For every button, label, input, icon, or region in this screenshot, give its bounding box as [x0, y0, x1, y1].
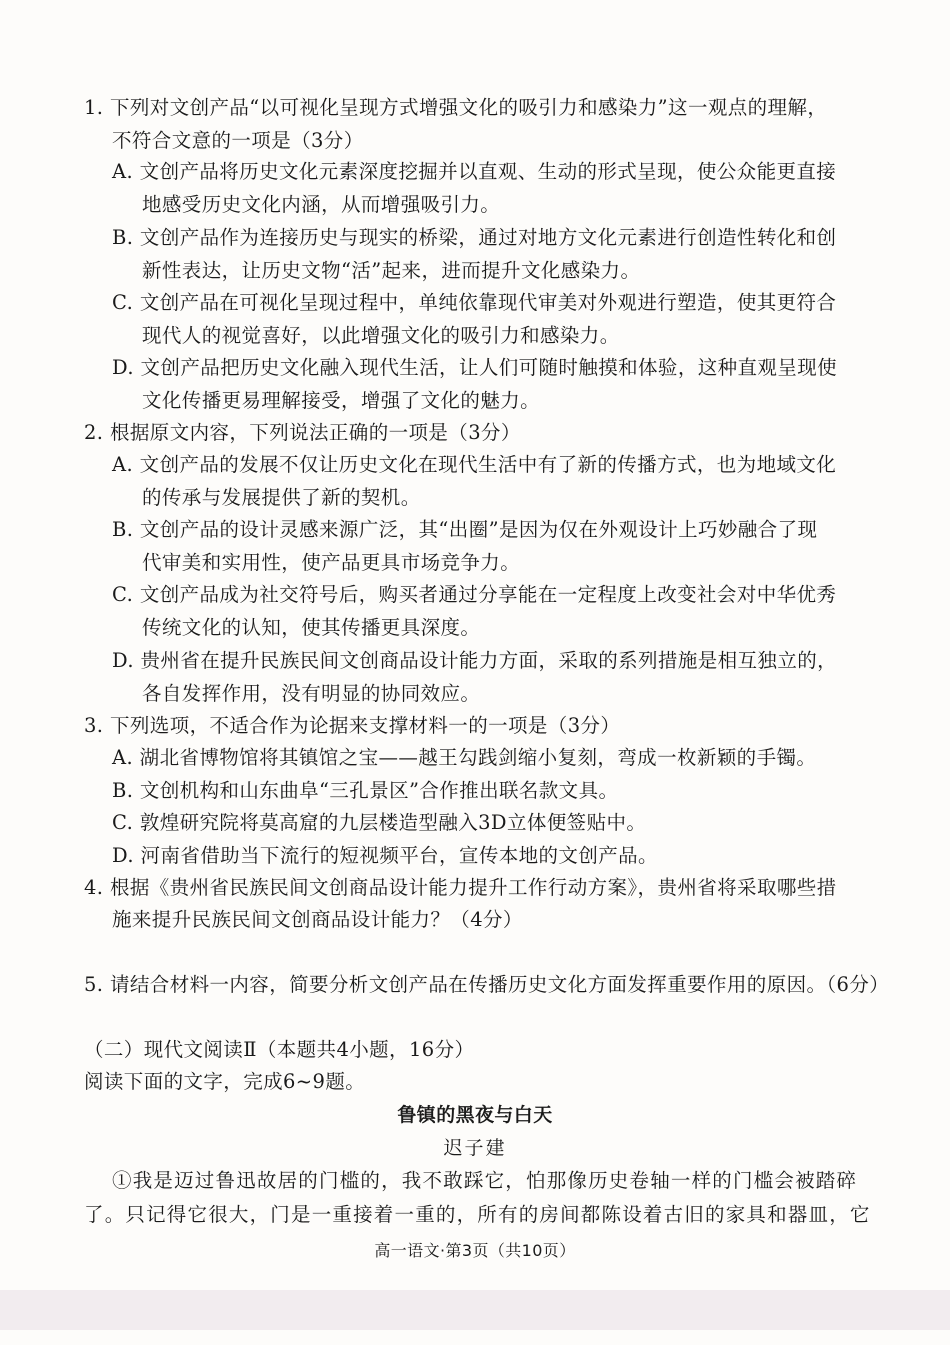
passage-title: 鲁镇的黑夜与白天 [397, 1104, 553, 1126]
section-heading: （二）现代文阅读Ⅱ（本题共4小题，16分） [84, 1038, 475, 1061]
q1-option-c-line1: C. 文创产品在可视化呈现过程中，单纯依靠现代审美对外观进行塑造，使其更符合 [112, 291, 837, 314]
q5-line1: 5. 请结合材料一内容，简要分析文创产品在传播历史文化方面发挥重要作用的原因。（6分） [84, 973, 890, 996]
q1-stem-line2: 不符合文意的一项是（3分） [112, 129, 364, 152]
q2-option-d-line2: 各自发挥作用，没有明显的协同效应。 [142, 682, 481, 705]
q3-stem: 3. 下列选项，不适合作为论据来支撑材料一的一项是（3分） [84, 714, 621, 737]
scan-smudge [0, 1290, 950, 1330]
q1-option-d-line2: 文化传播更易理解接受，增强了文化的魅力。 [142, 389, 541, 412]
section-instruction: 阅读下面的文字，完成6~9题。 [84, 1070, 366, 1093]
q1-option-d-line1: D. 文创产品把历史文化融入现代生活，让人们可随时触摸和体验，这种直观呈现使 [112, 356, 838, 379]
q2-option-c-line1: C. 文创产品成为社交符号后，购买者通过分享能在一定程度上改变社会对中华优秀 [112, 583, 837, 606]
q1-stem-line1: 1. 下列对文创产品“以可视化呈现方式增强文化的吸引力和感染力”这一观点的理解， [84, 96, 828, 119]
q2-stem: 2. 根据原文内容，下列说法正确的一项是（3分） [84, 421, 521, 444]
q3-option-c: C. 敦煌研究院将莫高窟的九层楼造型融入3D立体便签贴中。 [112, 811, 647, 834]
q4-line2: 施来提升民族民间文创商品设计能力？（4分） [112, 908, 523, 931]
passage-author: 迟子建 [443, 1137, 507, 1159]
q3-option-d: D. 河南省借助当下流行的短视频平台，宣传本地的文创产品。 [112, 844, 658, 867]
q2-option-b-line1: B. 文创产品的设计灵感来源广泛，其“出圈”是因为仅在外观设计上巧妙融合了现 [112, 518, 818, 541]
passage-paragraph1-line2: 了。只记得它很大，门是一重接着一重的，所有的房间都陈设着古旧的家具和器皿，它 [84, 1203, 871, 1226]
q1-option-b-line1: B. 文创产品作为连接历史与现实的桥梁，通过对地方文化元素进行创造性转化和创 [112, 226, 837, 249]
passage-paragraph1-line1: ①我是迈过鲁迅故居的门槛的，我不敢踩它，怕那像历史卷轴一样的门槛会被踏碎 [112, 1169, 858, 1192]
q1-option-a-line2: 地感受历史文化内涵，从而增强吸引力。 [142, 193, 501, 216]
q1-option-b-line2: 新性表达，让历史文物“活”起来，进而提升文化感染力。 [142, 259, 641, 282]
q3-option-a: A. 湖北省博物馆将其镇馆之宝——越王勾践剑缩小复刻，弯成一枚新颖的手镯。 [112, 746, 817, 769]
q2-option-d-line1: D. 贵州省在提升民族民间文创商品设计能力方面，采取的系列措施是相互独立的， [112, 649, 838, 672]
q3-option-b: B. 文创机构和山东曲阜“三孔景区”合作推出联名款文具。 [112, 779, 619, 802]
q2-option-b-line2: 代审美和实用性，使产品更具市场竞争力。 [142, 551, 521, 574]
q1-option-c-line2: 现代人的视觉喜好，以此增强文化的吸引力和感染力。 [142, 324, 620, 347]
q2-option-a-line2: 的传承与发展提供了新的契机。 [142, 486, 421, 509]
q4-line1: 4. 根据《贵州省民族民间文创商品设计能力提升工作行动方案》，贵州省将采取哪些措 [84, 876, 837, 899]
q1-option-a-line1: A. 文创产品将历史文化元素深度挖掘并以直观、生动的形式呈现，使公众能更直接 [112, 160, 837, 183]
page-footer: 高一语文·第3页（共10页） [374, 1241, 576, 1260]
q2-option-c-line2: 传统文化的认知，使其传播更具深度。 [142, 616, 481, 639]
q2-option-a-line1: A. 文创产品的发展不仅让历史文化在现代生活中有了新的传播方式，也为地域文化 [112, 453, 837, 476]
